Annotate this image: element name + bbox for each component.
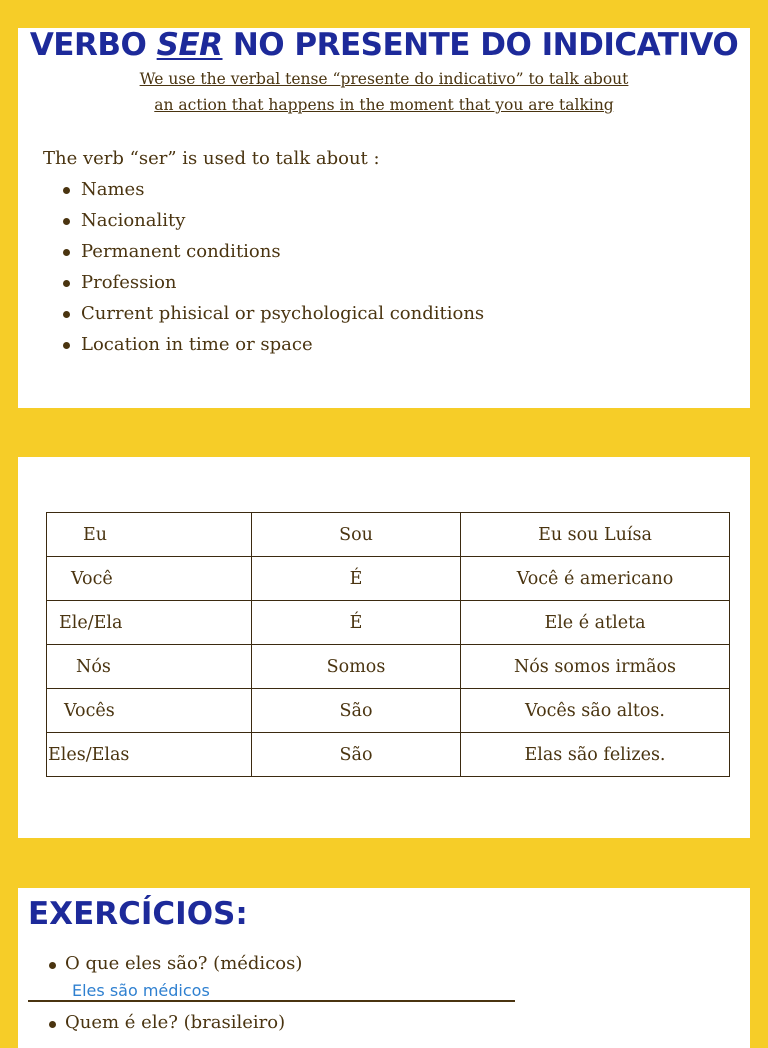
verb-form-cell: Somos [252,645,461,689]
subtitle-line-2: an action that happens in the moment that you are talking [154,96,614,114]
bullet-icon [63,342,70,349]
pronoun-cell: Você [47,557,252,601]
bullet-icon [63,249,70,256]
list-item [61,267,484,298]
pronoun-cell: Eles/Elas [47,733,252,777]
bullet-icon [63,218,70,225]
pronoun-cell: Ele/Ela [47,601,252,645]
list-item-label: Current phisical or psychological conditions [81,303,485,324]
example-cell: Elas são felizes. [461,733,730,777]
table-row [47,689,730,733]
table-row [47,645,730,689]
pronoun-cell: Eu [47,513,252,557]
verb-form-cell: São [252,689,461,733]
list-item-label: Permanent conditions [81,241,281,262]
exercise-question-text: Quem é ele? (brasileiro) [65,1012,286,1033]
table-row [47,513,730,557]
exercise-question [48,951,302,977]
conjugation-panel [18,457,750,838]
list-item-label: Nacionality [81,210,186,231]
bullet-icon [63,187,70,194]
page-title [18,28,750,62]
uses-lead: The verb “ser” is used to talk about : [43,148,380,169]
exercises-panel [18,888,750,1048]
uses-list [61,174,484,360]
pronoun-cell: Vocês [47,689,252,733]
table-row [47,601,730,645]
exercise-answer[interactable]: Eles são médicos [72,981,210,1000]
title-verb: SER [156,28,223,63]
example-cell: Nós somos irmãos [461,645,730,689]
example-cell: Você é americano [461,557,730,601]
list-item-label: Names [81,179,145,200]
answer-line[interactable] [28,1000,515,1002]
exercises-title: EXERCÍCIOS: [28,896,248,932]
verb-form-cell: É [252,557,461,601]
verb-form-cell: Sou [252,513,461,557]
exercise-question [48,1010,285,1036]
bullet-icon [49,1021,56,1028]
bullet-icon [49,962,56,969]
pronoun-cell: Nós [47,645,252,689]
bullet-icon [63,311,70,318]
table-row [47,557,730,601]
intro-panel [18,28,750,408]
verb-form-cell: São [252,733,461,777]
example-cell: Vocês são altos. [461,689,730,733]
title-suffix: NO PRESENTE DO INDICATIVO [232,28,739,63]
exercise-question-text: O que eles são? (médicos) [65,953,303,974]
verb-form-cell: É [252,601,461,645]
title-prefix: VERBO [29,28,147,63]
example-cell: Ele é atleta [461,601,730,645]
bullet-icon [63,280,70,287]
list-item [61,298,484,329]
subtitle-line-1: We use the verbal tense “presente do indicativo” to talk about [139,70,629,88]
list-item [61,236,484,267]
conjugation-table [46,512,730,777]
subtitle [18,66,750,118]
list-item-label: Profession [81,272,177,293]
list-item-label: Location in time or space [81,334,313,355]
table-row [47,733,730,777]
list-item [61,329,484,360]
example-cell: Eu sou Luísa [461,513,730,557]
list-item [61,205,484,236]
list-item [61,174,484,205]
